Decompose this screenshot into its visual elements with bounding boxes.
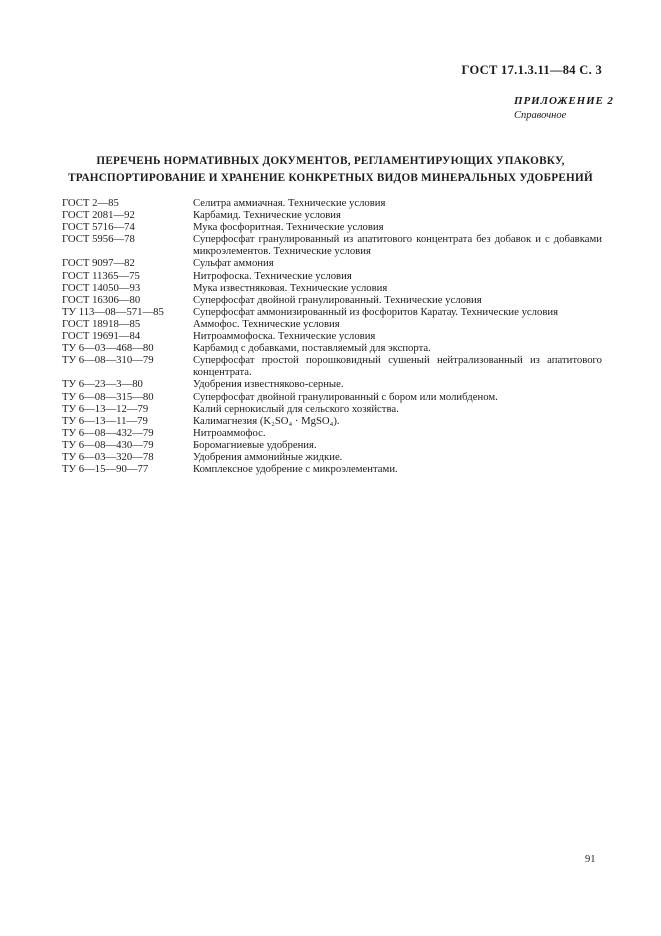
entry-description: Суперфосфат двойной гранулированный с бором или молибденом. (193, 390, 498, 403)
entry-description: Калимагнезия (K₂SO₄ · MgSO₄). (193, 414, 340, 427)
entry-code: ТУ 6—08—310—79 (62, 354, 154, 367)
entry-row (62, 221, 602, 233)
entry-description: Мука фосфоритная. Технические условия (193, 221, 384, 234)
entry-description: Карбамид. Технические условия (193, 209, 341, 222)
entry-row (62, 439, 602, 451)
entry-description: Суперфосфат простой порошковидный сушеный нейтрализованный из апатитового концентрата. (193, 354, 602, 379)
entry-code: ТУ 6—23—3—80 (62, 378, 143, 391)
entry-code: ГОСТ 9097—82 (62, 257, 135, 270)
entry-code: ГОСТ 5956—78 (62, 233, 135, 246)
entry-code: ГОСТ 2081—92 (62, 209, 135, 222)
entry-description: Мука известняковая. Технические условия (193, 281, 388, 294)
entry-row (62, 294, 602, 306)
entry-code: ТУ 6—03—468—80 (62, 342, 154, 355)
entry-code: ГОСТ 2—85 (62, 197, 119, 209)
entry-code: ТУ 6—08—432—79 (62, 426, 154, 439)
entries-list (62, 197, 602, 475)
entry-description: Боромагниевые удобрения. (193, 438, 317, 451)
entry-description: Суперфосфат аммонизированный из фосфоритов Каратау. Технические условия (193, 305, 559, 318)
entry-description: Удобрения известняково-серные. (193, 378, 344, 391)
entry-description: Нитроаммофос. (193, 426, 266, 439)
appendix-label: ПРИЛОЖЕНИЕ 2 (514, 95, 614, 107)
document-reference: ГОСТ 17.1.3.11—84 С. 3 (461, 63, 602, 77)
entry-description: Аммофос. Технические условия (193, 317, 340, 330)
entry-code: ТУ 6—15—90—77 (62, 463, 149, 476)
entry-code: ГОСТ 14050—93 (62, 281, 141, 294)
entry-code: ГОСТ 5716—74 (62, 221, 135, 234)
entry-description: Калий сернокислый для сельского хозяйства. (193, 402, 399, 415)
entry-description: Удобрения аммонийные жидкие. (193, 450, 343, 463)
entry-code: ГОСТ 18918—85 (62, 317, 141, 330)
entry-code: ГОСТ 19691—84 (62, 330, 141, 343)
entry-row (62, 330, 602, 342)
document-title (30, 153, 631, 186)
entry-code: ГОСТ 11365—75 (62, 269, 140, 282)
entry-row (62, 403, 602, 415)
entry-row (62, 209, 602, 221)
entry-row (62, 342, 602, 354)
document-title-line-1: ПЕРЕЧЕНЬ НОРМАТИВНЫХ ДОКУМЕНТОВ, РЕГЛАМЕНТИРУЮЩИХ УПАКОВКУ, (96, 155, 565, 167)
entry-code: ТУ 6—13—12—79 (62, 402, 149, 415)
entry-row (62, 463, 602, 475)
entry-code: ТУ 6—13—11—79 (62, 414, 148, 427)
entry-description: Нитроаммофоска. Технические условия (193, 330, 376, 343)
entry-row (62, 415, 602, 427)
entry-code: ТУ 6—08—430—79 (62, 438, 154, 451)
entry-code: ТУ 6—03—320—78 (62, 450, 154, 463)
document-title-line-2: ТРАНСПОРТИРОВАНИЕ И ХРАНЕНИЕ КОНКРЕТНЫХ ВИДОВ МИНЕРАЛЬНЫХ УДОБРЕНИЙ (68, 171, 593, 184)
entry-code: ТУ 113—08—571—85 (62, 305, 164, 318)
entry-row (62, 378, 602, 390)
entry-description: Суперфосфат двойной гранулированный. Технические условия (193, 293, 482, 306)
entry-description: Комплексное удобрение с микроэлементами. (193, 463, 398, 476)
entry-row (62, 282, 602, 294)
entry-code: ГОСТ 16306—80 (62, 293, 141, 306)
entry-row (62, 427, 602, 439)
entry-row (62, 451, 602, 463)
entry-row (62, 270, 602, 282)
appendix-note: Справочное (514, 109, 567, 121)
entry-row (62, 354, 602, 378)
page-number: 91 (585, 854, 596, 865)
entry-row (62, 318, 602, 330)
entry-row (62, 197, 602, 209)
entry-description: Карбамид с добавками, поставляемый для экспорта. (193, 342, 431, 355)
entry-description: Сульфат аммония (193, 257, 274, 270)
appendix-block (514, 95, 614, 122)
entry-row (62, 257, 602, 269)
entry-row (62, 391, 602, 403)
entry-row (62, 233, 602, 257)
entry-description: Суперфосфат гранулированный из апатитового концентрата без добавок и с добавками микроэлементов. Технические условия (193, 233, 602, 258)
entry-code: ТУ 6—08—315—80 (62, 390, 154, 403)
entry-description: Селитра аммиачная. Технические условия (193, 197, 386, 209)
entry-row (62, 306, 602, 318)
entry-description: Нитрофоска. Технические условия (193, 269, 352, 282)
